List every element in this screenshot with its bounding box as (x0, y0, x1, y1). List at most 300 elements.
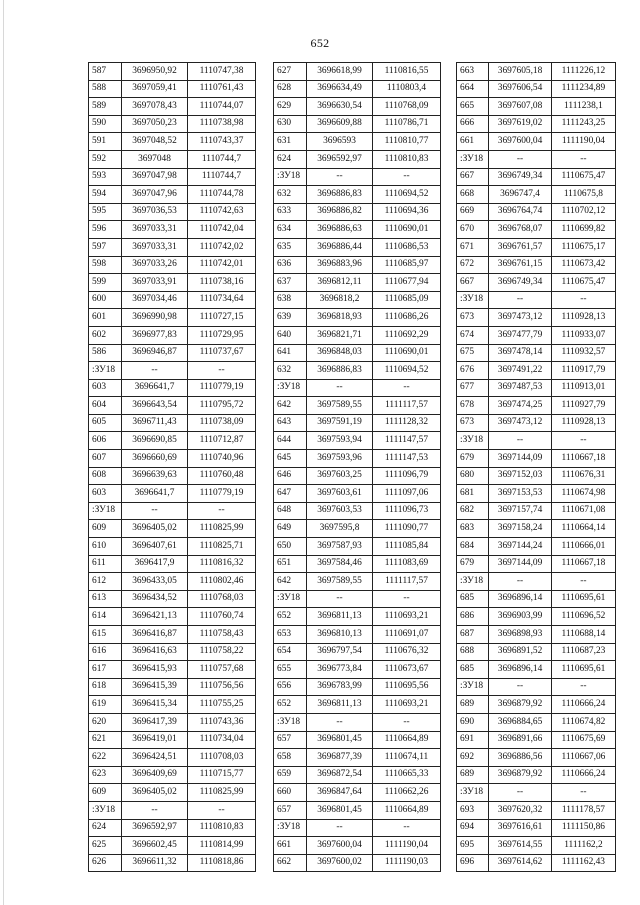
x-coordinate-cell: 3697606,54 (489, 80, 552, 98)
y-coordinate-cell: 1110690,01 (373, 221, 441, 239)
point-number-cell: 603 (89, 379, 122, 397)
y-coordinate-cell: 1111097,06 (373, 485, 441, 503)
table-row (89, 203, 256, 221)
point-number-cell: 661 (274, 837, 307, 855)
x-coordinate-cell: 3697036,53 (122, 203, 188, 221)
y-coordinate-cell: 1110742,63 (188, 203, 256, 221)
x-coordinate-cell: 3696977,83 (122, 326, 188, 344)
table-row (89, 626, 256, 644)
x-coordinate-cell: -- (122, 801, 188, 819)
x-coordinate-cell: 3697614,62 (489, 854, 552, 872)
point-number-cell: 691 (457, 731, 489, 749)
y-coordinate-cell: 1111238,1 (551, 98, 615, 116)
y-coordinate-cell: 1110674,11 (373, 749, 441, 767)
y-coordinate-cell: 1110712,87 (188, 432, 256, 450)
y-coordinate-cell: 1110674,98 (551, 485, 615, 503)
x-coordinate-cell: 3696886,83 (307, 362, 373, 380)
x-coordinate-cell: 3697584,46 (307, 555, 373, 573)
x-coordinate-cell: 3696434,52 (122, 590, 188, 608)
table-row (457, 766, 616, 784)
x-coordinate-cell: 3696711,43 (122, 414, 188, 432)
point-number-cell: 665 (457, 98, 489, 116)
table-row (457, 63, 616, 81)
y-coordinate-cell: 1111147,57 (373, 432, 441, 450)
x-coordinate-cell: 3696768,07 (489, 221, 552, 239)
table-row (274, 344, 441, 362)
point-number-cell: 685 (457, 661, 489, 679)
y-coordinate-cell: 1110795,72 (188, 397, 256, 415)
x-coordinate-cell: 3697620,32 (489, 801, 552, 819)
y-coordinate-cell: 1110690,01 (373, 344, 441, 362)
y-coordinate-cell: -- (551, 150, 615, 168)
y-coordinate-cell: 1110814,99 (188, 837, 256, 855)
table-row (274, 98, 441, 116)
point-number-cell: 679 (457, 450, 489, 468)
table-row (274, 309, 441, 327)
point-number-cell: 622 (89, 749, 122, 767)
x-coordinate-cell: 3696643,54 (122, 397, 188, 415)
table-row (274, 766, 441, 784)
x-coordinate-cell: 3697593,94 (307, 432, 373, 450)
point-number-cell: 652 (274, 696, 307, 714)
point-number-cell: 674 (457, 326, 489, 344)
x-coordinate-cell: 3696761,57 (489, 238, 552, 256)
table-row (274, 643, 441, 661)
point-number-cell: 598 (89, 256, 122, 274)
x-coordinate-cell: 3696884,65 (489, 713, 552, 731)
x-coordinate-cell: -- (122, 362, 188, 380)
table-row (457, 168, 616, 186)
y-coordinate-cell: 1110692,29 (373, 326, 441, 344)
y-coordinate-cell: 1110743,37 (188, 133, 256, 151)
x-coordinate-cell: 3696407,61 (122, 538, 188, 556)
y-coordinate-cell: 1110715,77 (188, 766, 256, 784)
x-coordinate-cell: 3697603,61 (307, 485, 373, 503)
x-coordinate-cell: 3697595,8 (307, 520, 373, 538)
y-coordinate-cell: 1110666,24 (551, 766, 615, 784)
x-coordinate-cell: 3697078,43 (122, 98, 188, 116)
point-number-cell: 687 (457, 626, 489, 644)
x-coordinate-cell: 3696592,97 (122, 819, 188, 837)
point-number-cell: :ЗУ18 (457, 573, 489, 591)
y-coordinate-cell: -- (551, 784, 615, 802)
y-coordinate-cell: 1110671,08 (551, 502, 615, 520)
x-coordinate-cell: 3697587,93 (307, 538, 373, 556)
y-coordinate-cell: 1111190,03 (373, 854, 441, 872)
point-number-cell: 654 (274, 643, 307, 661)
y-coordinate-cell: 1110696,52 (551, 608, 615, 626)
point-number-cell: 625 (89, 837, 122, 855)
table-row (89, 678, 256, 696)
table-row (89, 291, 256, 309)
x-coordinate-cell: 3696886,63 (307, 221, 373, 239)
page-number: 652 (310, 36, 330, 50)
x-coordinate-cell: 3696416,87 (122, 626, 188, 644)
table-row (89, 379, 256, 397)
x-coordinate-cell: 3697158,24 (489, 520, 552, 538)
table-row (274, 749, 441, 767)
x-coordinate-cell: 3696415,93 (122, 661, 188, 679)
y-coordinate-cell: 1110928,13 (551, 309, 615, 327)
table-row (457, 485, 616, 503)
y-coordinate-cell: 1110677,94 (373, 274, 441, 292)
y-coordinate-cell: 1110818,86 (188, 854, 256, 872)
table-row (457, 98, 616, 116)
point-number-cell: 686 (457, 608, 489, 626)
point-number-cell: 618 (89, 678, 122, 696)
y-coordinate-cell: 1110928,13 (551, 414, 615, 432)
table-row (274, 573, 441, 591)
point-number-cell: 624 (89, 819, 122, 837)
point-number-cell: :ЗУ18 (274, 379, 307, 397)
point-number-cell: 632 (274, 362, 307, 380)
x-coordinate-cell: 3696848,03 (307, 344, 373, 362)
y-coordinate-cell: 1110674,82 (551, 713, 615, 731)
x-coordinate-cell: 3696811,13 (307, 608, 373, 626)
point-number-cell: 587 (89, 63, 122, 81)
x-coordinate-cell: 3697144,09 (489, 450, 552, 468)
y-coordinate-cell: 1110810,83 (188, 819, 256, 837)
x-coordinate-cell: 3697153,53 (489, 485, 552, 503)
y-coordinate-cell: 1110695,61 (551, 661, 615, 679)
point-number-cell: 600 (89, 291, 122, 309)
table-row (274, 837, 441, 855)
point-number-cell: 586 (89, 344, 122, 362)
y-coordinate-cell: 1111117,57 (373, 397, 441, 415)
y-coordinate-cell: 1110688,14 (551, 626, 615, 644)
point-number-cell: 657 (274, 801, 307, 819)
point-number-cell: 658 (274, 749, 307, 767)
x-coordinate-cell: 3697478,14 (489, 344, 552, 362)
x-coordinate-cell: 3696630,54 (307, 98, 373, 116)
x-coordinate-cell: 3697491,22 (489, 362, 552, 380)
point-number-cell: 659 (274, 766, 307, 784)
y-coordinate-cell: 1111226,12 (551, 63, 615, 81)
table-row (89, 414, 256, 432)
table-row (457, 309, 616, 327)
y-coordinate-cell: 1110760,48 (188, 467, 256, 485)
y-coordinate-cell: -- (551, 678, 615, 696)
table-row (457, 186, 616, 204)
y-coordinate-cell: 1110673,67 (373, 661, 441, 679)
y-coordinate-cell: 1110744,78 (188, 186, 256, 204)
point-number-cell: 648 (274, 502, 307, 520)
point-number-cell: 673 (457, 414, 489, 432)
point-number-cell: 629 (274, 98, 307, 116)
y-coordinate-cell: 1110913,01 (551, 379, 615, 397)
x-coordinate-cell: 3696749,34 (489, 274, 552, 292)
table-row (457, 133, 616, 151)
x-coordinate-cell: 3697619,02 (489, 115, 552, 133)
y-coordinate-cell: 1110734,64 (188, 291, 256, 309)
x-coordinate-cell: -- (489, 432, 552, 450)
y-coordinate-cell: 1111234,89 (551, 80, 615, 98)
table-row (274, 168, 441, 186)
point-number-cell: 647 (274, 485, 307, 503)
y-coordinate-cell: 1110675,47 (551, 274, 615, 292)
y-coordinate-cell: 1111083,69 (373, 555, 441, 573)
x-coordinate-cell: -- (307, 168, 373, 186)
x-coordinate-cell: 3696405,02 (122, 520, 188, 538)
x-coordinate-cell: 3697474,25 (489, 397, 552, 415)
x-coordinate-cell: 3696946,87 (122, 344, 188, 362)
y-coordinate-cell: 1110676,31 (551, 467, 615, 485)
table-row (89, 573, 256, 591)
point-number-cell: 643 (274, 414, 307, 432)
x-coordinate-cell: 3696811,13 (307, 696, 373, 714)
y-coordinate-cell: 1110816,32 (188, 555, 256, 573)
point-number-cell: 675 (457, 344, 489, 362)
x-coordinate-cell: 3696773,84 (307, 661, 373, 679)
point-number-cell: 613 (89, 590, 122, 608)
point-number-cell: :ЗУ18 (89, 362, 122, 380)
point-number-cell: :ЗУ18 (274, 819, 307, 837)
point-number-cell: 605 (89, 414, 122, 432)
point-number-cell: 603 (89, 485, 122, 503)
x-coordinate-cell: 3696618,99 (307, 63, 373, 81)
point-number-cell: 640 (274, 326, 307, 344)
y-coordinate-cell: 1110755,25 (188, 696, 256, 714)
table-row (457, 661, 616, 679)
y-coordinate-cell: 1110691,07 (373, 626, 441, 644)
y-coordinate-cell: 1110756,56 (188, 678, 256, 696)
x-coordinate-cell: 3697589,55 (307, 573, 373, 591)
y-coordinate-cell: 1110664,14 (551, 520, 615, 538)
y-coordinate-cell: 1110802,46 (188, 573, 256, 591)
table-row (89, 326, 256, 344)
y-coordinate-cell: 1110693,21 (373, 696, 441, 714)
point-number-cell: 646 (274, 467, 307, 485)
table-row (457, 626, 616, 644)
x-coordinate-cell: 3697487,53 (489, 379, 552, 397)
point-number-cell: 635 (274, 238, 307, 256)
table-row (274, 661, 441, 679)
table-row (457, 837, 616, 855)
point-number-cell: 604 (89, 397, 122, 415)
x-coordinate-cell: 3696872,54 (307, 766, 373, 784)
table-row (89, 749, 256, 767)
x-coordinate-cell: 3696821,71 (307, 326, 373, 344)
table-row (274, 819, 441, 837)
table-row (89, 362, 256, 380)
y-coordinate-cell: 1110686,26 (373, 309, 441, 327)
y-coordinate-cell: 1111150,86 (551, 819, 615, 837)
table-row (274, 450, 441, 468)
x-coordinate-cell: 3697157,74 (489, 502, 552, 520)
point-number-cell: 621 (89, 731, 122, 749)
point-number-cell: 591 (89, 133, 122, 151)
point-number-cell: 617 (89, 661, 122, 679)
y-coordinate-cell: 1110664,89 (373, 731, 441, 749)
y-coordinate-cell: 1110675,47 (551, 168, 615, 186)
table-row (274, 256, 441, 274)
table-row (457, 326, 616, 344)
point-number-cell: 599 (89, 274, 122, 292)
point-number-cell: 681 (457, 485, 489, 503)
y-coordinate-cell: 1110740,96 (188, 450, 256, 468)
x-coordinate-cell: 3697152,03 (489, 467, 552, 485)
point-number-cell: 638 (274, 291, 307, 309)
x-coordinate-cell: 3697605,18 (489, 63, 552, 81)
y-coordinate-cell: 1110695,56 (373, 678, 441, 696)
table-row (457, 432, 616, 450)
table-row (457, 678, 616, 696)
x-coordinate-cell: 3696417,9 (122, 555, 188, 573)
point-number-cell: 609 (89, 520, 122, 538)
x-coordinate-cell: 3696801,45 (307, 731, 373, 749)
point-number-cell: 684 (457, 538, 489, 556)
point-number-cell: 695 (457, 837, 489, 855)
table-row (274, 502, 441, 520)
point-number-cell: 685 (457, 590, 489, 608)
point-number-cell: 667 (457, 274, 489, 292)
table-row (274, 274, 441, 292)
y-coordinate-cell: -- (373, 713, 441, 731)
x-coordinate-cell: 3697047,96 (122, 186, 188, 204)
point-number-cell: 680 (457, 467, 489, 485)
x-coordinate-cell: 3697589,55 (307, 397, 373, 415)
table-row (274, 590, 441, 608)
point-number-cell: 637 (274, 274, 307, 292)
table-row (457, 854, 616, 872)
y-coordinate-cell: 1110825,99 (188, 520, 256, 538)
y-coordinate-cell: 1110673,42 (551, 256, 615, 274)
point-number-cell: 623 (89, 766, 122, 784)
table-row (274, 854, 441, 872)
point-number-cell: 602 (89, 326, 122, 344)
table-row (274, 291, 441, 309)
x-coordinate-cell: 3696593 (307, 133, 373, 151)
table-row (457, 221, 616, 239)
point-number-cell: 645 (274, 450, 307, 468)
point-number-cell: 633 (274, 203, 307, 221)
y-coordinate-cell: 1110738,16 (188, 274, 256, 292)
table-row (274, 414, 441, 432)
y-coordinate-cell: 1110737,67 (188, 344, 256, 362)
x-coordinate-cell: 3697144,09 (489, 555, 552, 573)
x-coordinate-cell: 3697616,61 (489, 819, 552, 837)
table-row (457, 713, 616, 731)
y-coordinate-cell: 1110810,77 (373, 133, 441, 151)
point-number-cell: 660 (274, 784, 307, 802)
table-row (274, 379, 441, 397)
x-coordinate-cell: 3697614,55 (489, 837, 552, 855)
y-coordinate-cell: 1110687,23 (551, 643, 615, 661)
y-coordinate-cell: 1110666,24 (551, 696, 615, 714)
point-number-cell: 624 (274, 150, 307, 168)
table-row (89, 485, 256, 503)
x-coordinate-cell: 3696405,02 (122, 784, 188, 802)
table-row (457, 80, 616, 98)
x-coordinate-cell: 3696898,93 (489, 626, 552, 644)
point-number-cell: :ЗУ18 (89, 502, 122, 520)
point-number-cell: 644 (274, 432, 307, 450)
table-row (89, 608, 256, 626)
x-coordinate-cell: 3696797,54 (307, 643, 373, 661)
point-number-cell: 594 (89, 186, 122, 204)
y-coordinate-cell: 1110665,33 (373, 766, 441, 784)
point-number-cell: 611 (89, 555, 122, 573)
table-row (457, 819, 616, 837)
x-coordinate-cell: 3696801,45 (307, 801, 373, 819)
y-coordinate-cell: 1110743,36 (188, 713, 256, 731)
point-number-cell: 662 (274, 854, 307, 872)
coordinate-table-2 (273, 62, 441, 872)
x-coordinate-cell: 3696847,64 (307, 784, 373, 802)
point-number-cell: 663 (457, 63, 489, 81)
point-number-cell: 689 (457, 766, 489, 784)
table-row (89, 643, 256, 661)
y-coordinate-cell: 1111162,2 (551, 837, 615, 855)
table-row (457, 538, 616, 556)
table-row (457, 274, 616, 292)
y-coordinate-cell: 1110779,19 (188, 485, 256, 503)
table-row (274, 538, 441, 556)
table-row (89, 168, 256, 186)
y-coordinate-cell: 1110685,97 (373, 256, 441, 274)
point-number-cell: 642 (274, 397, 307, 415)
x-coordinate-cell: -- (307, 379, 373, 397)
x-coordinate-cell: 3696886,83 (307, 186, 373, 204)
y-coordinate-cell: 1111090,77 (373, 520, 441, 538)
y-coordinate-cell: 1110667,18 (551, 555, 615, 573)
table-row (89, 186, 256, 204)
table-row (89, 520, 256, 538)
x-coordinate-cell: 3697048,52 (122, 133, 188, 151)
y-coordinate-cell: -- (188, 362, 256, 380)
x-coordinate-cell: 3697033,26 (122, 256, 188, 274)
point-number-cell: 610 (89, 538, 122, 556)
table-row (457, 696, 616, 714)
table-row (457, 379, 616, 397)
y-coordinate-cell: 1110694,36 (373, 203, 441, 221)
y-coordinate-cell: 1110786,71 (373, 115, 441, 133)
x-coordinate-cell: -- (307, 713, 373, 731)
table-row (457, 801, 616, 819)
point-number-cell: 669 (457, 203, 489, 221)
point-number-cell: 666 (457, 115, 489, 133)
y-coordinate-cell: 1111085,84 (373, 538, 441, 556)
y-coordinate-cell: -- (188, 502, 256, 520)
table-row (457, 362, 616, 380)
point-number-cell: 612 (89, 573, 122, 591)
point-number-cell: 690 (457, 713, 489, 731)
y-coordinate-cell: 1110695,61 (551, 590, 615, 608)
table-row (457, 573, 616, 591)
y-coordinate-cell: 1110825,71 (188, 538, 256, 556)
point-number-cell: 639 (274, 309, 307, 327)
y-coordinate-cell: 1110927,79 (551, 397, 615, 415)
x-coordinate-cell: 3696950,92 (122, 63, 188, 81)
point-number-cell: 606 (89, 432, 122, 450)
point-number-cell: 589 (89, 98, 122, 116)
point-number-cell: 694 (457, 819, 489, 837)
table-row (457, 590, 616, 608)
x-coordinate-cell: 3696421,13 (122, 608, 188, 626)
y-coordinate-cell: 1110734,04 (188, 731, 256, 749)
point-number-cell: 682 (457, 502, 489, 520)
x-coordinate-cell: 3696602,45 (122, 837, 188, 855)
x-coordinate-cell: 3696879,92 (489, 766, 552, 784)
y-coordinate-cell: 1110810,83 (373, 150, 441, 168)
point-number-cell: 696 (457, 854, 489, 872)
x-coordinate-cell: 3697050,23 (122, 115, 188, 133)
point-number-cell: 661 (457, 133, 489, 151)
x-coordinate-cell: -- (489, 150, 552, 168)
point-number-cell: 588 (89, 80, 122, 98)
y-coordinate-cell: 1110694,52 (373, 362, 441, 380)
table-row (274, 150, 441, 168)
